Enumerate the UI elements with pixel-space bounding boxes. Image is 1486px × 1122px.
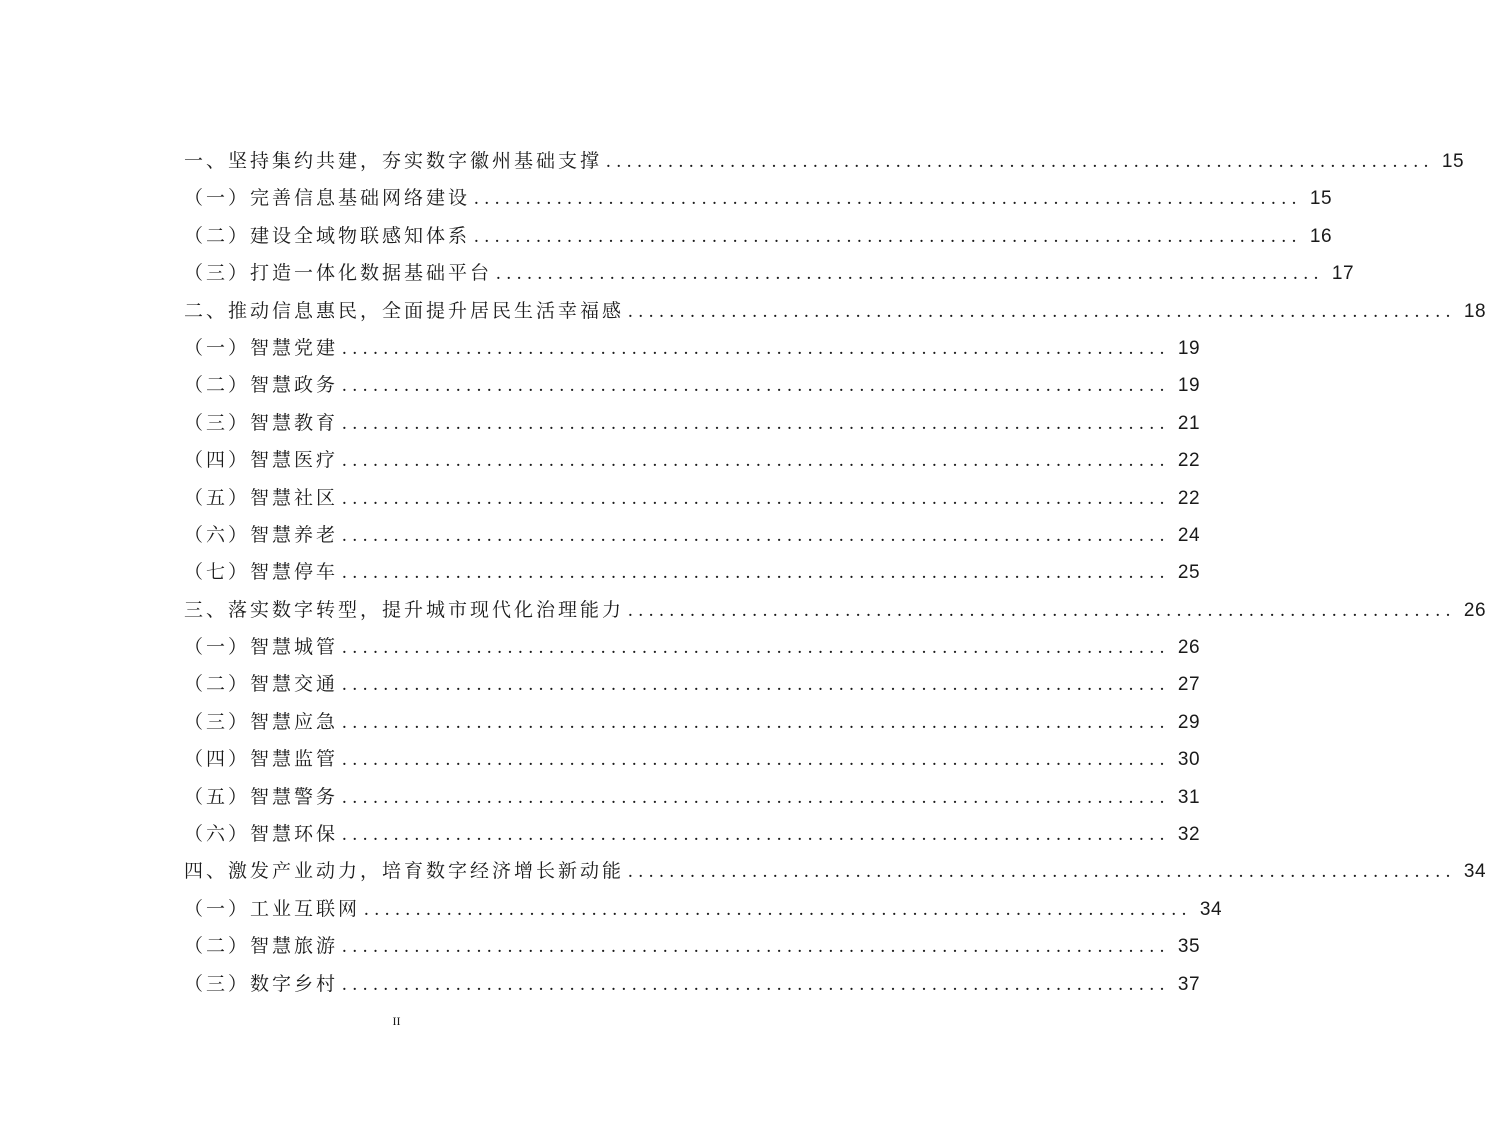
toc-entry-page: 35 [1177, 936, 1201, 958]
toc-entry-title: （三）智慧教育 [184, 411, 339, 434]
toc-leader-dots: ................................................................................ [628, 599, 1457, 621]
toc-entry-page: 18 [1463, 300, 1486, 322]
toc-entry-title: （一）工业互联网 [184, 897, 361, 920]
table-of-contents [184, 143, 1486, 1003]
toc-entry-title: （二）智慧交通 [184, 673, 339, 696]
toc-entry-title: （一）智慧党建 [184, 336, 339, 359]
toc-leader-dots: ................................................................................ [342, 524, 1171, 546]
toc-entry[interactable] [184, 405, 1201, 442]
toc-entry[interactable] [184, 293, 1486, 330]
toc-entry[interactable] [184, 255, 1355, 292]
toc-entry[interactable] [184, 666, 1201, 703]
toc-entry-page: 26 [1177, 637, 1201, 659]
toc-entry-page: 27 [1177, 674, 1201, 696]
toc-entry-title: （四）智慧监管 [184, 748, 339, 771]
toc-entry-title: （一）完善信息基础网络建设 [184, 187, 471, 210]
toc-entry-page: 24 [1177, 524, 1201, 546]
toc-entry-page: 16 [1309, 225, 1333, 247]
toc-entry-title: （六）智慧环保 [184, 823, 339, 846]
toc-entry[interactable] [184, 779, 1201, 816]
toc-leader-dots: ................................................................................ [474, 188, 1303, 210]
toc-entry-page: 22 [1177, 450, 1201, 472]
toc-entry[interactable] [184, 143, 1465, 180]
toc-entry-title: （五）智慧警务 [184, 785, 339, 808]
toc-entry[interactable] [184, 704, 1201, 741]
toc-entry-title: （二）建设全域物联感知体系 [184, 224, 471, 247]
toc-leader-dots: ................................................................................ [342, 749, 1171, 771]
toc-entry[interactable] [184, 966, 1201, 1003]
toc-leader-dots: ................................................................................ [342, 973, 1171, 995]
toc-entry[interactable] [184, 218, 1333, 255]
toc-leader-dots: ................................................................................ [342, 375, 1171, 397]
toc-entry-title: （七）智慧停车 [184, 561, 339, 584]
toc-leader-dots: ................................................................................ [342, 562, 1171, 584]
toc-entry[interactable] [184, 592, 1486, 629]
toc-entry-title: （六）智慧养老 [184, 523, 339, 546]
toc-entry[interactable] [184, 480, 1201, 517]
toc-leader-dots: ................................................................................ [606, 151, 1435, 172]
toc-entry-page: 22 [1177, 487, 1201, 509]
toc-leader-dots: ................................................................................ [342, 337, 1171, 359]
toc-entry-page: 30 [1177, 749, 1201, 771]
toc-leader-dots: ................................................................................ [474, 225, 1303, 247]
toc-entry-page: 29 [1177, 711, 1201, 733]
toc-entry[interactable] [184, 180, 1333, 217]
toc-entry-page: 37 [1177, 973, 1201, 995]
toc-entry-page: 32 [1177, 824, 1201, 846]
toc-entry[interactable] [184, 816, 1201, 853]
toc-leader-dots: ................................................................................ [342, 711, 1171, 733]
toc-entry-title: （三）打造一体化数据基础平台 [184, 262, 493, 285]
toc-entry-title: （一）智慧城管 [184, 636, 339, 659]
toc-entry-page: 19 [1177, 337, 1201, 359]
toc-entry-title: （四）智慧医疗 [184, 449, 339, 472]
toc-entry-title: （二）智慧政务 [184, 374, 339, 397]
toc-entry-title: 三、落实数字转型，提升城市现代化治理能力 [184, 598, 625, 621]
toc-entry[interactable] [184, 442, 1201, 479]
toc-entry[interactable] [184, 853, 1486, 890]
toc-entry-title: 一、坚持集约共建，夯实数字徽州基础支撑 [184, 150, 603, 172]
toc-leader-dots: ................................................................................ [342, 786, 1171, 808]
toc-entry-title: （二）智慧旅游 [184, 935, 339, 958]
toc-entry[interactable] [184, 554, 1201, 591]
toc-entry-page: 15 [1441, 151, 1465, 172]
toc-entry-page: 25 [1177, 562, 1201, 584]
toc-entry[interactable] [184, 629, 1201, 666]
toc-entry[interactable] [184, 928, 1201, 965]
toc-entry[interactable] [184, 891, 1223, 928]
toc-entry-title: （五）智慧社区 [184, 486, 339, 509]
toc-entry-title: 二、推动信息惠民，全面提升居民生活幸福感 [184, 299, 625, 322]
page-number: II [392, 1014, 401, 1028]
toc-leader-dots: ................................................................................ [342, 412, 1171, 434]
toc-leader-dots: ................................................................................ [628, 300, 1457, 322]
toc-entry-page: 21 [1177, 412, 1201, 434]
toc-leader-dots: ................................................................................ [342, 936, 1171, 958]
toc-leader-dots: ................................................................................ [628, 861, 1457, 883]
toc-entry-title: （三）智慧应急 [184, 710, 339, 733]
toc-leader-dots: ................................................................................ [342, 450, 1171, 472]
toc-entry-page: 15 [1309, 188, 1333, 210]
toc-leader-dots: ................................................................................ [496, 263, 1325, 285]
toc-leader-dots: ................................................................................ [342, 824, 1171, 846]
toc-leader-dots: ................................................................................ [342, 487, 1171, 509]
toc-entry[interactable] [184, 741, 1201, 778]
toc-entry-page: 34 [1463, 861, 1486, 883]
toc-entry[interactable] [184, 517, 1201, 554]
toc-entry-page: 17 [1331, 263, 1355, 285]
toc-leader-dots: ................................................................................ [364, 898, 1193, 920]
toc-entry[interactable] [184, 367, 1201, 404]
toc-entry-page: 34 [1199, 898, 1223, 920]
toc-entry-title: （三）数字乡村 [184, 972, 339, 995]
toc-entry-page: 26 [1463, 599, 1486, 621]
toc-entry[interactable] [184, 330, 1201, 367]
toc-leader-dots: ................................................................................ [342, 637, 1171, 659]
toc-entry-page: 31 [1177, 786, 1201, 808]
toc-leader-dots: ................................................................................ [342, 674, 1171, 696]
toc-entry-page: 19 [1177, 375, 1201, 397]
toc-entry-title: 四、激发产业动力，培育数字经济增长新动能 [184, 860, 625, 883]
